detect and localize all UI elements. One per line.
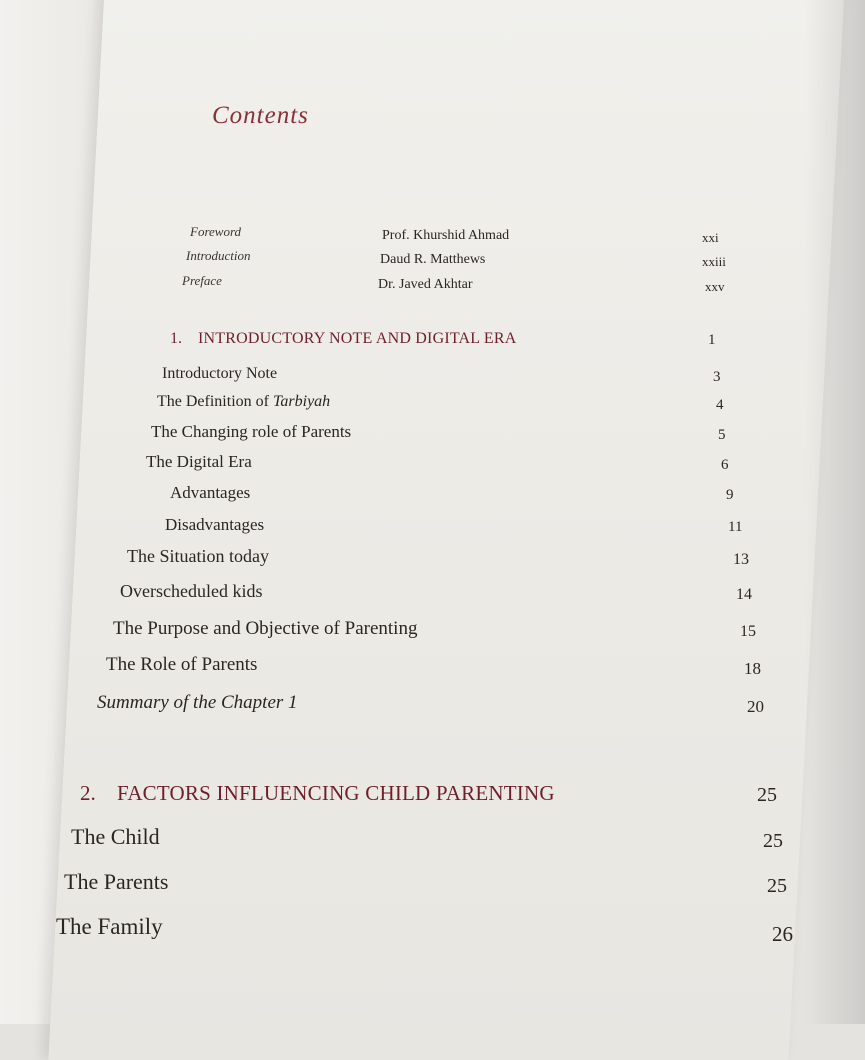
toc-entry: The Purpose and Objective of Parenting: [113, 618, 418, 639]
front-matter-label: Foreword: [190, 224, 242, 239]
toc-page: 25: [767, 875, 787, 897]
toc-entry: The Parents: [64, 869, 169, 894]
toc-entry: Introductory Note: [162, 365, 278, 382]
toc-entry: [157, 393, 330, 411]
toc-entry: The Family: [56, 914, 163, 939]
toc-entry-italic: Tarbiyah: [272, 393, 331, 410]
page-edge-shadow: [805, 0, 865, 1024]
chapter-title: FACTORS INFLUENCING CHILD PARENTING: [117, 781, 555, 805]
contents-heading: Contents: [212, 102, 309, 129]
front-matter-label: Introduction: [186, 248, 251, 263]
front-matter-author: Prof. Khurshid Ahmad: [382, 228, 510, 243]
toc-entry: The Situation today: [127, 546, 269, 566]
toc-entry: Advantages: [170, 483, 251, 502]
toc-entry: The Role of Parents: [106, 654, 258, 675]
front-matter-page: xxv: [705, 279, 725, 294]
toc-entry: Summary of the Chapter 1: [97, 692, 298, 713]
toc-page: 13: [733, 551, 749, 568]
toc-entry-text: The Definition of: [157, 393, 273, 410]
chapter-page: 1: [708, 332, 716, 348]
front-matter-page: xxi: [702, 230, 719, 245]
toc-page: 18: [744, 659, 761, 678]
chapter-title: INTRODUCTORY NOTE AND DIGITAL ERA: [198, 330, 517, 347]
front-matter-label: Preface: [182, 273, 222, 288]
toc-page: 20: [747, 697, 764, 716]
toc-entry: Disadvantages: [165, 515, 265, 534]
toc-page: 3: [713, 369, 721, 385]
front-matter-page: xxiii: [702, 254, 726, 269]
front-matter-author: Dr. Javed Akhtar: [378, 277, 473, 292]
toc-page: 11: [728, 519, 743, 535]
toc-entry: The Changing role of Parents: [151, 422, 352, 441]
toc-page: 4: [716, 397, 724, 413]
toc-page: 14: [736, 586, 752, 603]
chapter-number: 1.: [170, 330, 182, 347]
toc-page: 26: [772, 922, 793, 946]
toc-page: 6: [721, 457, 729, 473]
toc-entry: Overscheduled kids: [120, 581, 263, 601]
toc-entry: The Digital Era: [146, 452, 252, 471]
chapter-page: 25: [757, 784, 777, 806]
toc-page: 9: [726, 487, 734, 503]
toc-page: 25: [763, 830, 783, 852]
front-matter-author: Daud R. Matthews: [380, 252, 486, 267]
toc-page: 5: [718, 427, 726, 443]
chapter-number: 2.: [80, 781, 96, 805]
toc-page: 15: [740, 623, 756, 640]
toc-entry: The Child: [71, 824, 160, 849]
